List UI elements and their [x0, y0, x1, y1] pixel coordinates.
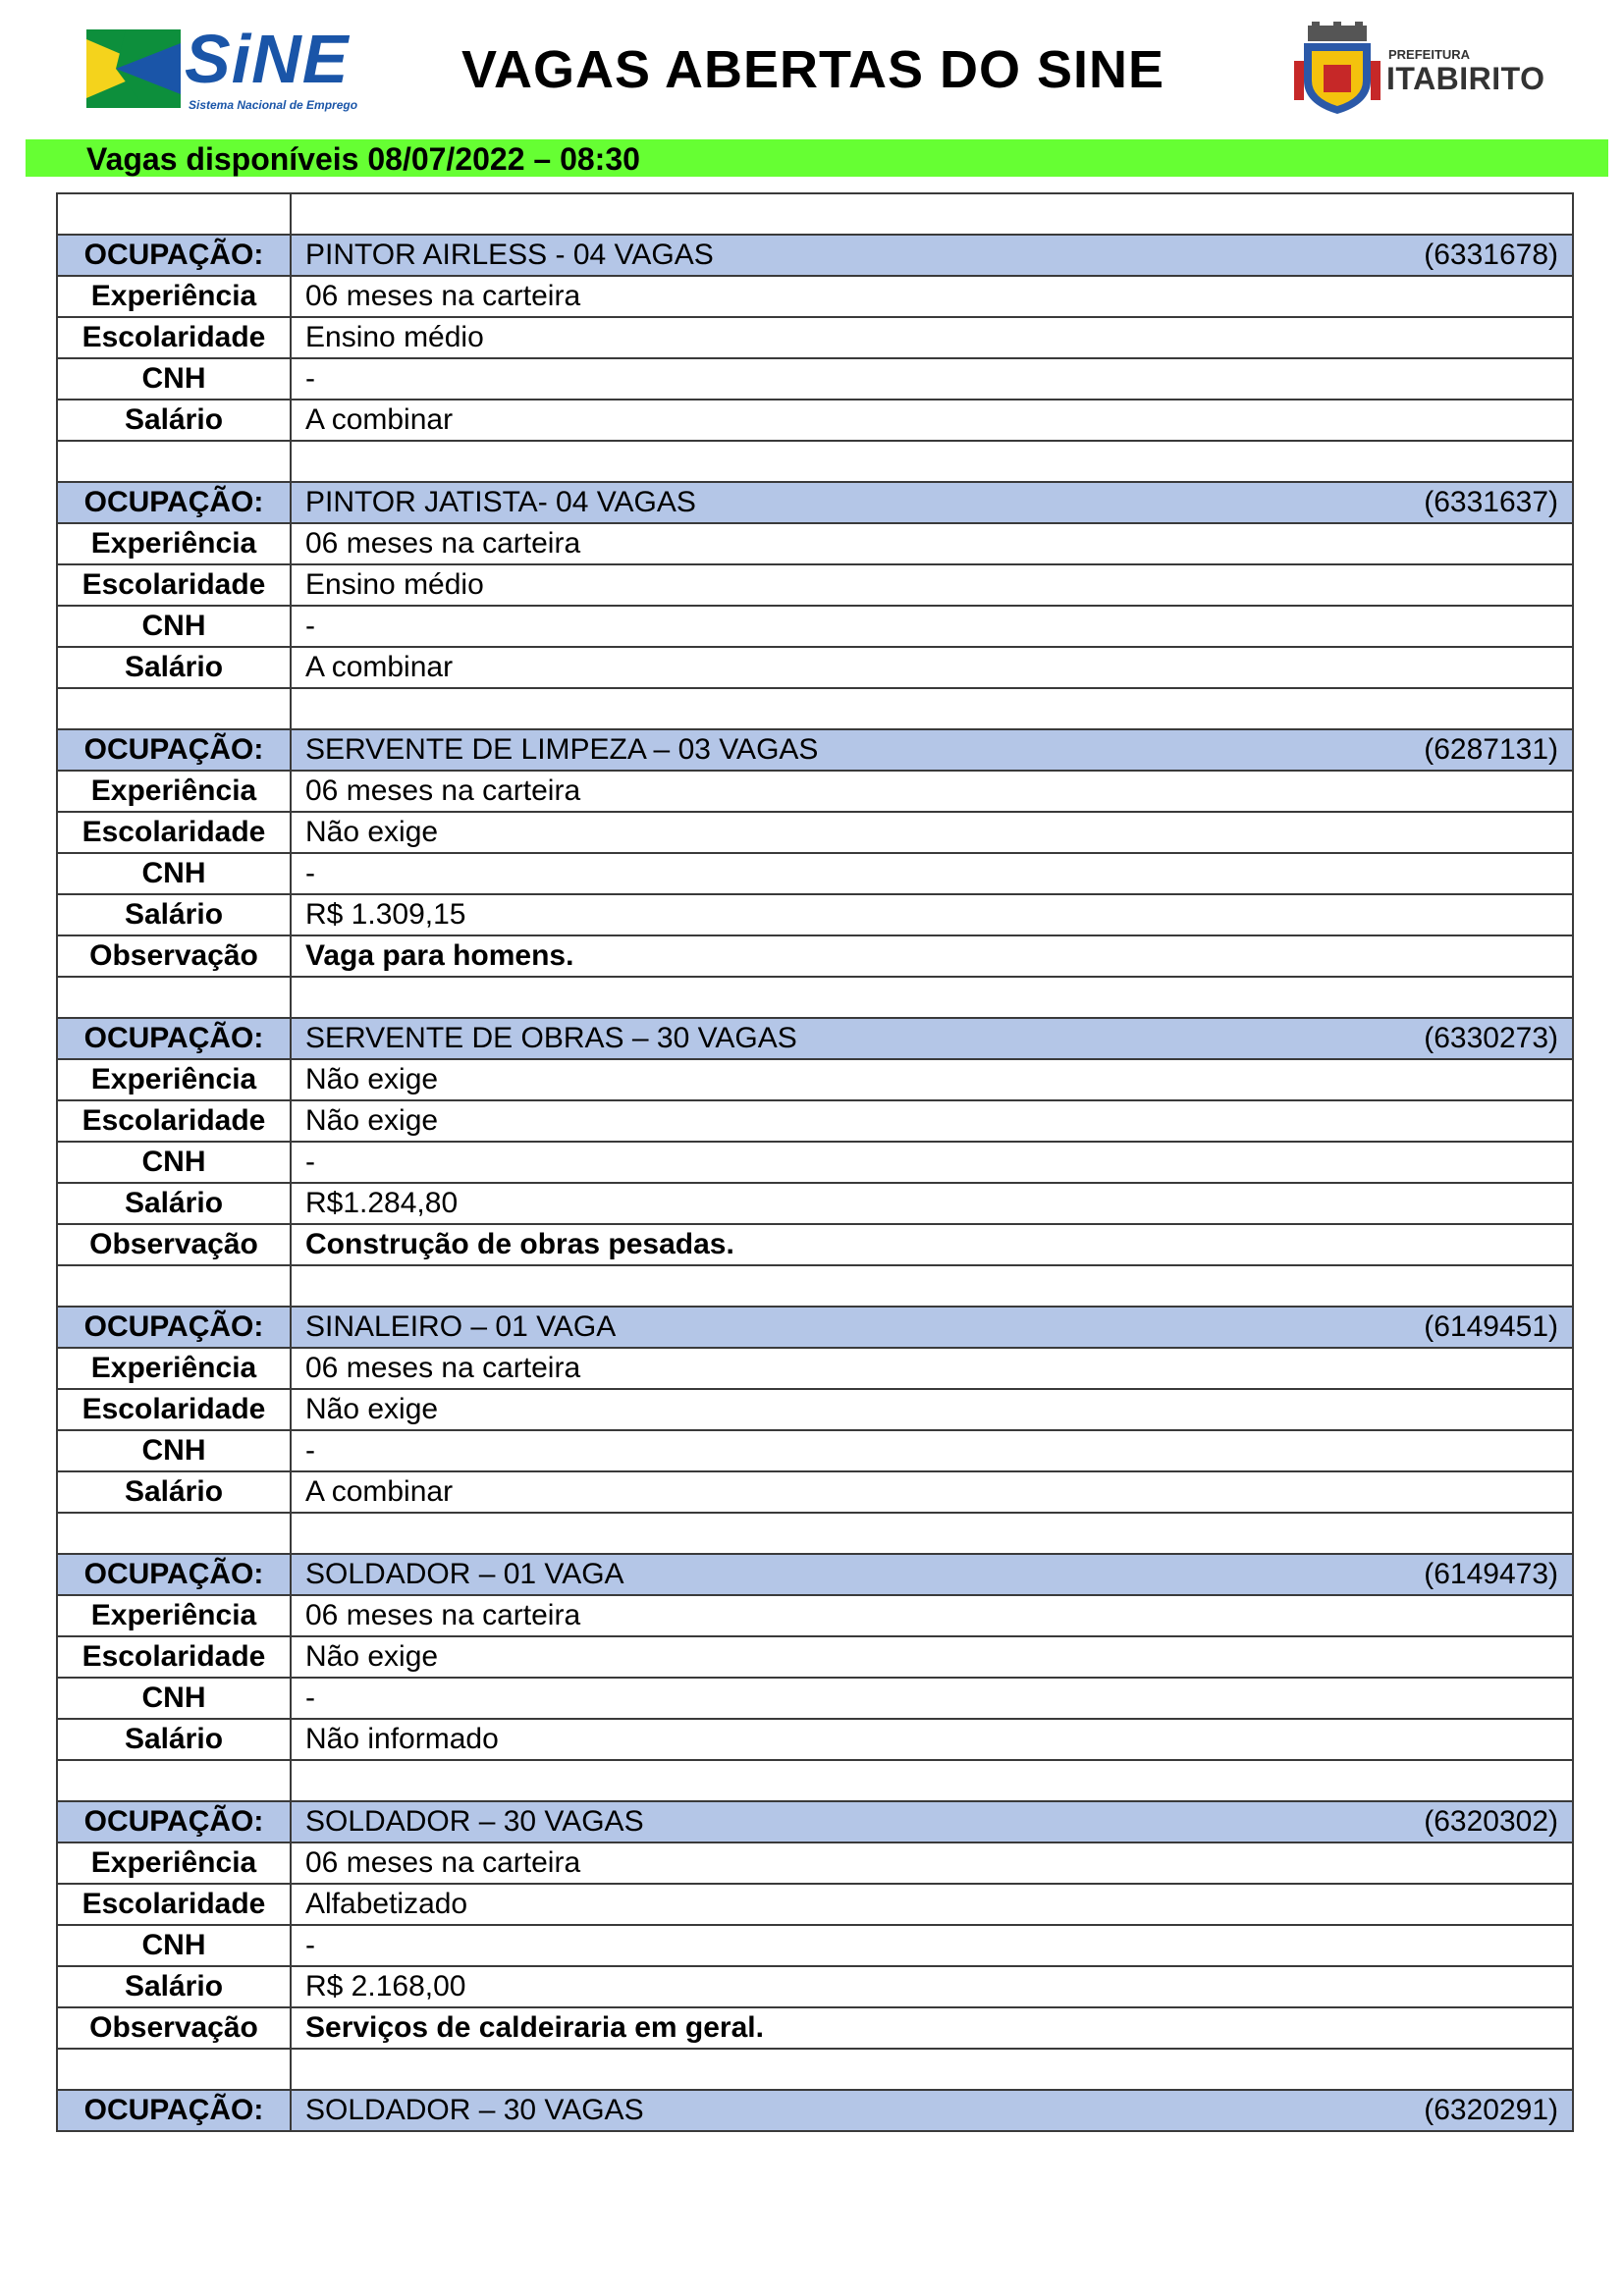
detail-value: - [305, 362, 315, 395]
detail-value-cell [291, 276, 1573, 317]
detail-label: Salário [124, 651, 224, 683]
occupation-row [57, 482, 1573, 523]
occupation-title: SINALEIRO – 01 VAGA [305, 1310, 617, 1343]
occupation-label: OCUPAÇÃO: [83, 1022, 264, 1054]
detail-row [57, 853, 1573, 894]
detail-value: R$1.284,80 [305, 1187, 459, 1219]
spacer-row [57, 193, 1573, 235]
detail-label-cell [57, 1100, 291, 1142]
detail-label: Experiência [90, 1846, 257, 1879]
occupation-label-cell [57, 235, 291, 276]
detail-value: 06 meses na carteira [305, 774, 581, 807]
occupation-title: SERVENTE DE LIMPEZA – 03 VAGAS [305, 733, 819, 766]
detail-label-cell [57, 1430, 291, 1471]
job-code: (6287131) [1424, 733, 1558, 766]
detail-row [57, 2007, 1573, 2049]
detail-value-cell [291, 935, 1573, 977]
job-openings-body [57, 193, 1573, 2131]
detail-label: Observação [89, 939, 258, 972]
detail-label-cell [57, 1842, 291, 1884]
spacer-row [57, 977, 1573, 1018]
spacer-row [57, 688, 1573, 729]
detail-value-cell [291, 1678, 1573, 1719]
detail-label: Escolaridade [81, 321, 266, 353]
detail-row [57, 771, 1573, 812]
occupation-label: OCUPAÇÃO: [83, 1310, 264, 1343]
detail-value: A combinar [305, 1475, 454, 1508]
occupation-label-cell [57, 2090, 291, 2131]
occupation-value-cell [291, 1307, 1573, 1348]
detail-label-cell [57, 1142, 291, 1183]
occupation-title: PINTOR JATISTA- 04 VAGAS [305, 486, 696, 518]
detail-label-cell [57, 358, 291, 400]
occupation-row [57, 2090, 1573, 2131]
spacer-row [57, 1760, 1573, 1801]
detail-label-cell [57, 894, 291, 935]
detail-row [57, 1430, 1573, 1471]
detail-value-cell [291, 1430, 1573, 1471]
detail-row [57, 400, 1573, 441]
city-name: ITABIRITO [1386, 61, 1545, 96]
detail-label-cell [57, 1636, 291, 1678]
detail-value: R$ 1.309,15 [305, 898, 466, 931]
detail-label-cell [57, 1183, 291, 1224]
detail-value: Não informado [305, 1723, 499, 1755]
detail-value: Ensino médio [305, 568, 484, 601]
occupation-label-cell [57, 1554, 291, 1595]
detail-label-cell [57, 400, 291, 441]
detail-value: - [305, 1929, 315, 1961]
occupation-row [57, 1554, 1573, 1595]
detail-row [57, 1224, 1573, 1265]
occupation-row [57, 729, 1573, 771]
detail-row [57, 1719, 1573, 1760]
detail-label: Salário [124, 1187, 224, 1219]
occupation-value-cell [291, 2090, 1573, 2131]
detail-label-cell [57, 276, 291, 317]
occupation-label: OCUPAÇÃO: [83, 239, 264, 271]
detail-row [57, 276, 1573, 317]
detail-value: Serviços de caldeiraria em geral. [305, 2011, 764, 2044]
detail-label-cell [57, 1224, 291, 1265]
detail-value: - [305, 857, 315, 889]
spacer-cell [57, 977, 291, 1018]
job-code: (6330273) [1424, 1022, 1558, 1054]
spacer-cell [57, 441, 291, 482]
occupation-row [57, 1307, 1573, 1348]
occupation-row [57, 1018, 1573, 1059]
spacer-cell [57, 193, 291, 235]
detail-label: CNH [141, 1434, 206, 1467]
spacer-cell [291, 1760, 1573, 1801]
detail-value: Alfabetizado [305, 1888, 468, 1920]
detail-value-cell [291, 1224, 1573, 1265]
occupation-title: SERVENTE DE OBRAS – 30 VAGAS [305, 1022, 797, 1054]
detail-label-cell [57, 935, 291, 977]
detail-value: - [305, 610, 315, 642]
detail-value-cell [291, 606, 1573, 647]
detail-row [57, 564, 1573, 606]
spacer-cell [291, 688, 1573, 729]
detail-value-cell [291, 1389, 1573, 1430]
detail-value: 06 meses na carteira [305, 1846, 581, 1879]
detail-row [57, 1142, 1573, 1183]
page-header [0, 0, 1624, 137]
detail-label: Experiência [90, 1599, 257, 1631]
occupation-value-cell [291, 729, 1573, 771]
spacer-cell [291, 441, 1573, 482]
detail-value-cell [291, 1842, 1573, 1884]
sine-logo-subtitle: Sistema Nacional de Emprego [189, 98, 358, 112]
occupation-value-cell [291, 1801, 1573, 1842]
occupation-label: OCUPAÇÃO: [83, 2094, 264, 2126]
detail-value-cell [291, 1925, 1573, 1966]
spacer-cell [57, 1513, 291, 1554]
job-openings-table [56, 192, 1574, 2132]
occupation-label-cell [57, 1801, 291, 1842]
detail-label: CNH [141, 362, 206, 395]
detail-label-cell [57, 1389, 291, 1430]
detail-value-cell [291, 1595, 1573, 1636]
detail-value: R$ 2.168,00 [305, 1970, 466, 2002]
detail-label-cell [57, 1471, 291, 1513]
occupation-label-cell [57, 482, 291, 523]
occupation-label: OCUPAÇÃO: [83, 1805, 264, 1838]
spacer-cell [57, 1265, 291, 1307]
detail-label: CNH [141, 1682, 206, 1714]
job-code: (6149451) [1424, 1310, 1558, 1343]
detail-label: Salário [124, 1475, 224, 1508]
detail-label: Escolaridade [81, 1640, 266, 1673]
detail-value: 06 meses na carteira [305, 527, 581, 560]
prefeitura-label: PREFEITURA [1388, 47, 1471, 62]
detail-label: CNH [141, 1146, 206, 1178]
detail-row [57, 1966, 1573, 2007]
detail-value: - [305, 1146, 315, 1178]
detail-label: Salário [124, 1970, 224, 2002]
detail-label: Salário [124, 898, 224, 931]
detail-label-cell [57, 1595, 291, 1636]
detail-label-cell [57, 317, 291, 358]
detail-value-cell [291, 1966, 1573, 2007]
spacer-cell [291, 1513, 1573, 1554]
detail-value-cell [291, 894, 1573, 935]
detail-label-cell [57, 853, 291, 894]
detail-label-cell [57, 1719, 291, 1760]
detail-label: Escolaridade [81, 568, 266, 601]
job-code: (6331678) [1424, 239, 1558, 271]
detail-label-cell [57, 2007, 291, 2049]
detail-row [57, 1636, 1573, 1678]
job-code: (6149473) [1424, 1558, 1558, 1590]
detail-value-cell [291, 358, 1573, 400]
detail-row [57, 1183, 1573, 1224]
spacer-cell [291, 977, 1573, 1018]
city-crest-icon [1294, 22, 1380, 116]
detail-label-cell [57, 647, 291, 688]
detail-label: Escolaridade [81, 816, 266, 848]
detail-row [57, 812, 1573, 853]
detail-label-cell [57, 606, 291, 647]
detail-label: Escolaridade [81, 1393, 266, 1425]
detail-row [57, 1100, 1573, 1142]
detail-row [57, 358, 1573, 400]
detail-value: 06 meses na carteira [305, 1599, 581, 1631]
detail-row [57, 1348, 1573, 1389]
spacer-cell [291, 1265, 1573, 1307]
detail-value-cell [291, 1183, 1573, 1224]
occupation-value-cell [291, 482, 1573, 523]
occupation-label: OCUPAÇÃO: [83, 1558, 264, 1590]
detail-value-cell [291, 564, 1573, 606]
detail-value: 06 meses na carteira [305, 280, 581, 312]
sine-logo [86, 21, 361, 114]
spacer-row [57, 1513, 1573, 1554]
detail-value-cell [291, 1884, 1573, 1925]
occupation-title: SOLDADOR – 01 VAGA [305, 1558, 624, 1590]
sine-logo-text: SiNE [185, 21, 350, 97]
detail-value-cell [291, 2007, 1573, 2049]
detail-row [57, 1678, 1573, 1719]
spacer-row [57, 441, 1573, 482]
occupation-title: SOLDADOR – 30 VAGAS [305, 1805, 644, 1838]
detail-label-cell [57, 1925, 291, 1966]
detail-row [57, 317, 1573, 358]
detail-value-cell [291, 1059, 1573, 1100]
detail-label-cell [57, 771, 291, 812]
detail-row [57, 1884, 1573, 1925]
detail-value-cell [291, 771, 1573, 812]
detail-label: Experiência [90, 1352, 257, 1384]
detail-row [57, 647, 1573, 688]
detail-value-cell [291, 1636, 1573, 1678]
spacer-row [57, 2049, 1573, 2090]
detail-label-cell [57, 1884, 291, 1925]
occupation-value-cell [291, 235, 1573, 276]
detail-value-cell [291, 400, 1573, 441]
detail-label: Experiência [90, 774, 257, 807]
spacer-cell [57, 2049, 291, 2090]
detail-label: Salário [124, 1723, 224, 1755]
detail-row [57, 935, 1573, 977]
date-banner [26, 139, 1608, 177]
detail-label-cell [57, 812, 291, 853]
detail-value: Construção de obras pesadas. [305, 1228, 734, 1260]
prefeitura-logo [1294, 22, 1545, 116]
detail-label: CNH [141, 610, 206, 642]
detail-row [57, 894, 1573, 935]
detail-label: CNH [141, 1929, 206, 1961]
detail-value-cell [291, 1100, 1573, 1142]
occupation-title: PINTOR AIRLESS - 04 VAGAS [305, 239, 714, 271]
detail-label-cell [57, 1059, 291, 1100]
banner-text: Vagas disponíveis 08/07/2022 – 08:30 [86, 141, 640, 177]
occupation-label-cell [57, 729, 291, 771]
detail-row [57, 1059, 1573, 1100]
detail-value: Não exige [305, 816, 439, 848]
detail-value: - [305, 1434, 315, 1467]
detail-value-cell [291, 647, 1573, 688]
job-code: (6320302) [1424, 1805, 1558, 1838]
detail-value: Não exige [305, 1640, 439, 1673]
detail-row [57, 1595, 1573, 1636]
detail-value-cell [291, 812, 1573, 853]
detail-value-cell [291, 1348, 1573, 1389]
detail-value: - [305, 1682, 315, 1714]
detail-label: Escolaridade [81, 1888, 266, 1920]
occupation-label-cell [57, 1307, 291, 1348]
job-code: (6331637) [1424, 486, 1558, 518]
detail-row [57, 606, 1573, 647]
detail-label-cell [57, 1966, 291, 2007]
occupation-row [57, 1801, 1573, 1842]
detail-label: Salário [124, 403, 224, 436]
detail-value-cell [291, 317, 1573, 358]
detail-label-cell [57, 523, 291, 564]
detail-label: Experiência [90, 1063, 257, 1095]
detail-value-cell [291, 1471, 1573, 1513]
detail-value: Não exige [305, 1393, 439, 1425]
detail-row [57, 1842, 1573, 1884]
occupation-label-cell [57, 1018, 291, 1059]
job-code: (6320291) [1424, 2094, 1558, 2126]
spacer-row [57, 1265, 1573, 1307]
detail-label: Experiência [90, 527, 257, 560]
detail-value: Não exige [305, 1104, 439, 1137]
detail-label-cell [57, 1678, 291, 1719]
detail-value-cell [291, 1719, 1573, 1760]
page-title: VAGAS ABERTAS DO SINE [461, 40, 1165, 99]
detail-value: Vaga para homens. [305, 939, 574, 972]
detail-value-cell [291, 1142, 1573, 1183]
occupation-label: OCUPAÇÃO: [83, 486, 264, 518]
brazil-flag-icon [86, 29, 181, 108]
detail-value-cell [291, 523, 1573, 564]
spacer-cell [291, 193, 1573, 235]
spacer-cell [57, 1760, 291, 1801]
occupation-label: OCUPAÇÃO: [83, 733, 264, 766]
detail-value-cell [291, 853, 1573, 894]
occupation-value-cell [291, 1554, 1573, 1595]
occupation-title: SOLDADOR – 30 VAGAS [305, 2094, 644, 2126]
detail-label: Observação [89, 2011, 258, 2044]
detail-value: Não exige [305, 1063, 439, 1095]
occupation-row [57, 235, 1573, 276]
detail-label: CNH [141, 857, 206, 889]
detail-value: A combinar [305, 651, 454, 683]
occupation-value-cell [291, 1018, 1573, 1059]
spacer-cell [57, 688, 291, 729]
detail-label: Experiência [90, 280, 257, 312]
detail-row [57, 1925, 1573, 1966]
detail-row [57, 1471, 1573, 1513]
detail-label-cell [57, 1348, 291, 1389]
detail-label: Observação [89, 1228, 258, 1260]
detail-row [57, 523, 1573, 564]
detail-row [57, 1389, 1573, 1430]
spacer-cell [291, 2049, 1573, 2090]
detail-value: 06 meses na carteira [305, 1352, 581, 1384]
detail-value: Ensino médio [305, 321, 484, 353]
detail-label-cell [57, 564, 291, 606]
detail-label: Escolaridade [81, 1104, 266, 1137]
detail-value: A combinar [305, 403, 454, 436]
